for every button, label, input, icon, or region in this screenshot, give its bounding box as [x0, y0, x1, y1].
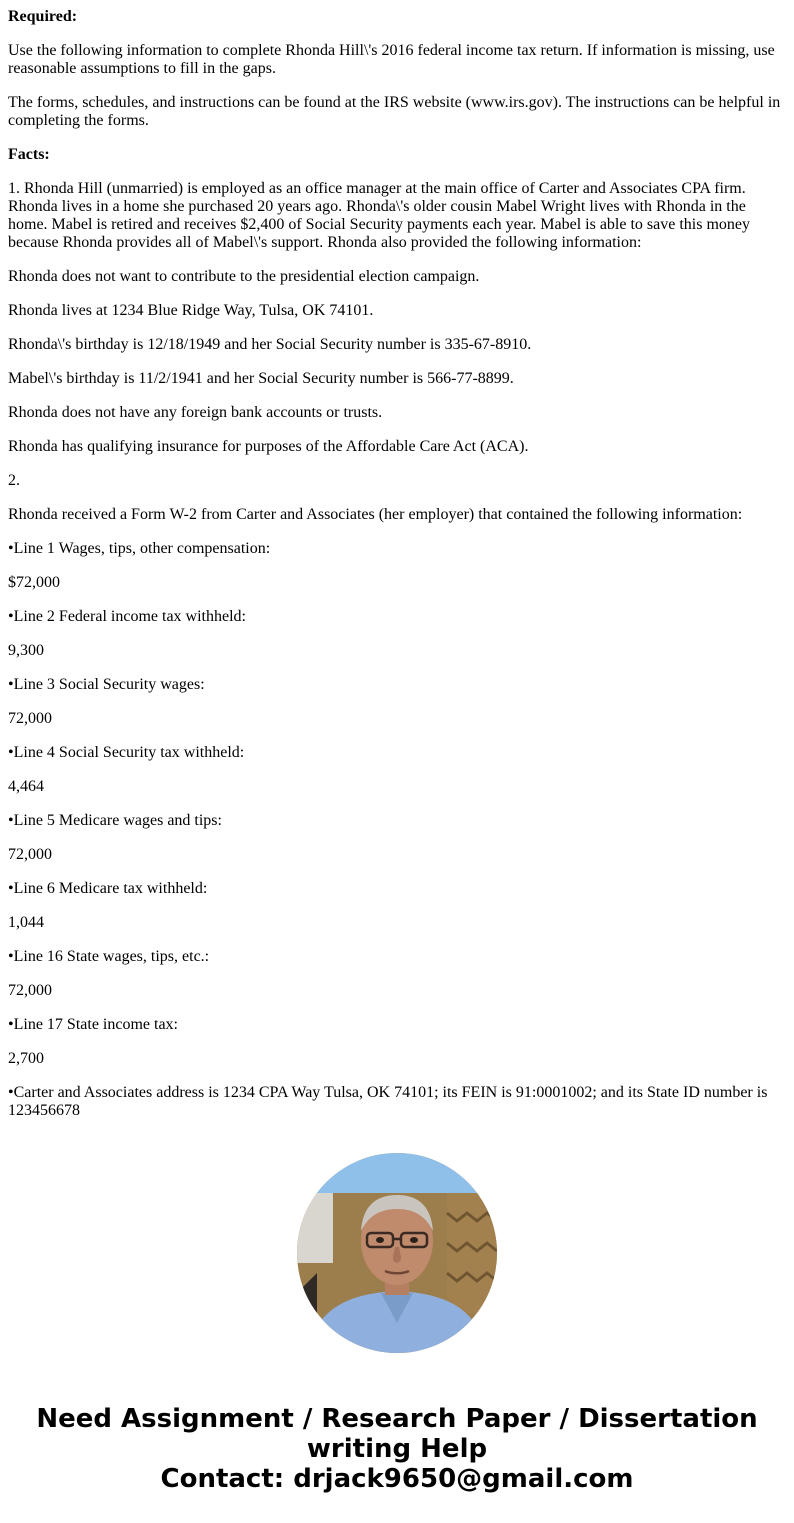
- w2-line-value: $72,000: [8, 574, 60, 591]
- fact-1-paragraph: 1. Rhonda Hill (unmarried) is employed as an office manager at the main office of Carter and Associates CPA firm. Rhonda lives in a home she purchased 20 years ago. Rhonda\'s older cousin Mabel Wright lives with Rhonda in the home. Mabel is retired and receives $2,400 of Social Security payments each year. Mabel is able to save this money because Rhonda provides all of Mabel\'s support. Rhonda also provided the following information:: [8, 180, 750, 251]
- w2-line-value: 72,000: [8, 982, 52, 999]
- info-foreign-accounts: Rhonda does not have any foreign bank accounts or trusts.: [8, 404, 383, 421]
- w2-line-value: 9,300: [8, 642, 44, 659]
- w2-line-label: •Line 4 Social Security tax withheld:: [8, 744, 245, 761]
- avatar-portrait-image: [297, 1153, 497, 1353]
- fact-2-number: 2.: [8, 472, 20, 489]
- promo-line-1: Need Assignment / Research Paper / Dissertation: [36, 1404, 758, 1434]
- promo-contact-line[interactable]: Contact: drjack9650@gmail.com: [160, 1464, 634, 1494]
- info-rhonda-birthday-ssn: Rhonda\'s birthday is 12/18/1949 and her Social Security number is 335-67-8910.: [8, 336, 532, 353]
- w2-line-label: •Line 16 State wages, tips, etc.:: [8, 948, 210, 965]
- info-aca-insurance: Rhonda has qualifying insurance for purposes of the Affordable Care Act (ACA).: [8, 438, 529, 455]
- intro-paragraph-2: The forms, schedules, and instructions can be found at the IRS website (www.irs.gov). The instructions can be helpful in completing the forms.: [8, 94, 781, 129]
- w2-line-value: 2,700: [8, 1050, 44, 1067]
- facts-heading: Facts:: [8, 146, 50, 163]
- w2-line-value: 72,000: [8, 710, 52, 727]
- employer-info: •Carter and Associates address is 1234 CPA Way Tulsa, OK 74101; its FEIN is 91:0001002; and its State ID number is 123456678: [8, 1084, 768, 1119]
- w2-line-label: •Line 5 Medicare wages and tips:: [8, 812, 222, 829]
- w2-line-label: •Line 6 Medicare tax withheld:: [8, 880, 208, 897]
- info-mabel-birthday-ssn: Mabel\'s birthday is 11/2/1941 and her Social Security number is 566-77-8899.: [8, 370, 514, 387]
- fact-2-intro: Rhonda received a Form W-2 from Carter and Associates (her employer) that contained the following information:: [8, 506, 743, 523]
- promo-line-2: writing Help: [306, 1434, 488, 1464]
- avatar: [297, 1153, 497, 1353]
- w2-line-label: •Line 3 Social Security wages:: [8, 676, 205, 693]
- info-election-campaign: Rhonda does not want to contribute to the presidential election campaign.: [8, 268, 480, 285]
- w2-line-value: 4,464: [8, 778, 44, 795]
- assignment-document: [8, 8, 786, 1120]
- w2-line-label: •Line 2 Federal income tax withheld:: [8, 608, 246, 625]
- promo-banner: [0, 1404, 794, 1494]
- w2-line-label: •Line 17 State income tax:: [8, 1016, 178, 1033]
- w2-line-value: 72,000: [8, 846, 52, 863]
- info-address: Rhonda lives at 1234 Blue Ridge Way, Tulsa, OK 74101.: [8, 302, 374, 319]
- required-heading: Required:: [8, 8, 78, 25]
- intro-paragraph-1: Use the following information to complete Rhonda Hill\'s 2016 federal income tax return. If information is missing, use reasonable assumptions to fill in the gaps.: [8, 42, 775, 77]
- w2-line-value: 1,044: [8, 914, 44, 931]
- w2-line-label: •Line 1 Wages, tips, other compensation:: [8, 540, 271, 557]
